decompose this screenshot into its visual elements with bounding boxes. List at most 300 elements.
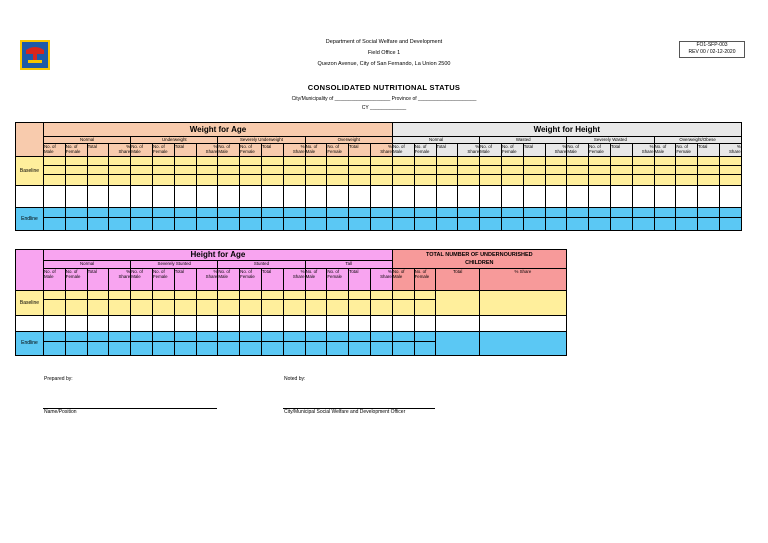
data-cell[interactable]	[305, 186, 327, 208]
data-cell[interactable]	[240, 342, 262, 356]
data-cell[interactable]	[174, 342, 196, 356]
data-cell[interactable]	[240, 208, 262, 218]
data-cell[interactable]	[283, 208, 305, 218]
data-cell[interactable]	[698, 208, 720, 218]
data-cell[interactable]	[109, 175, 131, 186]
data-cell[interactable]	[719, 166, 741, 175]
data-cell[interactable]	[44, 175, 66, 186]
data-cell[interactable]	[545, 218, 567, 231]
data-cell[interactable]	[349, 300, 371, 316]
column-header-bottom: Male	[44, 274, 54, 279]
data-cell[interactable]	[152, 218, 174, 231]
data-cell[interactable]	[305, 208, 327, 218]
data-cell[interactable]	[501, 218, 523, 231]
data-cell[interactable]	[719, 175, 741, 186]
data-cell[interactable]	[174, 186, 196, 208]
data-cell[interactable]	[545, 208, 567, 218]
data-cell[interactable]	[131, 175, 153, 186]
data-cell[interactable]	[152, 186, 174, 208]
noted-by-label: Noted by:	[284, 376, 306, 382]
data-cell[interactable]	[610, 218, 632, 231]
data-cell[interactable]	[370, 218, 392, 231]
data-cell[interactable]	[676, 175, 698, 186]
data-cell[interactable]	[283, 342, 305, 356]
data-cell[interactable]	[87, 342, 109, 356]
data-cell[interactable]	[152, 342, 174, 356]
data-cell[interactable]	[436, 208, 458, 218]
data-cell[interactable]	[523, 218, 545, 231]
data-cell[interactable]	[152, 332, 174, 342]
data-cell[interactable]	[632, 166, 654, 175]
data-cell[interactable]	[65, 291, 87, 300]
data-cell[interactable]	[414, 291, 436, 300]
data-cell[interactable]	[370, 175, 392, 186]
data-cell[interactable]	[305, 316, 327, 332]
data-cell[interactable]	[436, 157, 458, 166]
data-cell[interactable]	[87, 175, 109, 186]
data-cell[interactable]	[152, 300, 174, 316]
data-cell[interactable]	[283, 186, 305, 208]
data-cell[interactable]	[392, 208, 414, 218]
data-cell[interactable]	[654, 218, 676, 231]
data-cell[interactable]	[392, 342, 414, 356]
data-cell[interactable]	[283, 175, 305, 186]
data-cell[interactable]	[44, 342, 66, 356]
data-cell[interactable]	[283, 218, 305, 231]
data-cell[interactable]	[480, 208, 502, 218]
data-cell[interactable]	[480, 175, 502, 186]
data-cell[interactable]	[414, 218, 436, 231]
data-cell[interactable]	[174, 291, 196, 300]
data-cell[interactable]	[480, 316, 567, 332]
data-cell[interactable]	[196, 175, 218, 186]
data-cell[interactable]	[196, 300, 218, 316]
data-cell[interactable]	[392, 300, 414, 316]
data-cell[interactable]	[305, 300, 327, 316]
data-cell[interactable]	[87, 300, 109, 316]
data-cell[interactable]	[436, 291, 480, 316]
data-cell[interactable]	[174, 208, 196, 218]
data-cell[interactable]	[567, 218, 589, 231]
data-cell[interactable]	[436, 175, 458, 186]
data-cell[interactable]	[65, 218, 87, 231]
column-header	[240, 144, 262, 157]
data-cell[interactable]	[327, 291, 349, 300]
data-cell[interactable]	[370, 342, 392, 356]
data-cell[interactable]	[196, 218, 218, 231]
data-cell[interactable]	[109, 186, 131, 208]
data-cell[interactable]	[87, 186, 109, 208]
data-cell[interactable]	[523, 186, 545, 208]
data-cell[interactable]	[131, 208, 153, 218]
data-cell[interactable]	[436, 332, 480, 356]
data-cell[interactable]	[65, 316, 87, 332]
data-cell[interactable]	[523, 208, 545, 218]
data-cell[interactable]	[196, 342, 218, 356]
data-cell[interactable]	[174, 300, 196, 316]
data-cell[interactable]	[131, 291, 153, 300]
data-cell[interactable]	[589, 186, 611, 208]
data-cell[interactable]	[44, 218, 66, 231]
data-cell[interactable]	[370, 157, 392, 166]
data-cell[interactable]	[174, 175, 196, 186]
data-cell[interactable]	[392, 157, 414, 166]
data-cell[interactable]	[87, 218, 109, 231]
data-cell[interactable]	[305, 175, 327, 186]
data-cell[interactable]	[370, 166, 392, 175]
data-cell[interactable]	[240, 300, 262, 316]
data-cell[interactable]	[370, 186, 392, 208]
data-cell[interactable]	[370, 208, 392, 218]
data-cell[interactable]	[436, 166, 458, 175]
data-cell[interactable]	[174, 157, 196, 166]
data-cell[interactable]	[436, 316, 480, 332]
data-cell[interactable]	[349, 208, 371, 218]
data-cell[interactable]	[196, 157, 218, 166]
data-cell[interactable]	[676, 157, 698, 166]
data-cell[interactable]	[719, 218, 741, 231]
data-cell[interactable]	[654, 157, 676, 166]
data-cell[interactable]	[109, 342, 131, 356]
data-cell[interactable]	[545, 166, 567, 175]
data-cell[interactable]	[131, 316, 153, 332]
data-cell[interactable]	[567, 186, 589, 208]
data-cell[interactable]	[523, 175, 545, 186]
data-cell[interactable]	[698, 218, 720, 231]
data-cell[interactable]	[392, 175, 414, 186]
data-cell[interactable]	[370, 316, 392, 332]
data-cell[interactable]	[349, 166, 371, 175]
data-cell[interactable]	[152, 157, 174, 166]
data-cell[interactable]	[719, 186, 741, 208]
data-cell[interactable]	[218, 316, 240, 332]
data-cell[interactable]	[392, 218, 414, 231]
data-cell[interactable]	[349, 157, 371, 166]
data-cell[interactable]	[283, 300, 305, 316]
data-cell[interactable]	[305, 166, 327, 175]
data-cell[interactable]	[218, 186, 240, 208]
data-cell[interactable]	[414, 316, 436, 332]
data-cell[interactable]	[240, 316, 262, 332]
data-cell[interactable]	[392, 291, 414, 300]
data-cell[interactable]	[44, 186, 66, 208]
data-cell[interactable]	[414, 208, 436, 218]
data-cell[interactable]	[349, 175, 371, 186]
data-cell[interactable]	[501, 208, 523, 218]
data-cell[interactable]	[610, 166, 632, 175]
data-cell[interactable]	[458, 208, 480, 218]
data-cell[interactable]	[65, 157, 87, 166]
column-header-top: No. of	[501, 144, 514, 149]
data-cell[interactable]	[545, 175, 567, 186]
data-cell[interactable]	[261, 342, 283, 356]
data-cell[interactable]	[240, 218, 262, 231]
column-header	[65, 144, 87, 157]
data-cell[interactable]	[218, 291, 240, 300]
data-cell[interactable]	[65, 300, 87, 316]
data-cell[interactable]	[523, 157, 545, 166]
data-cell[interactable]	[719, 208, 741, 218]
data-cell[interactable]	[349, 332, 371, 342]
data-cell[interactable]	[44, 157, 66, 166]
data-cell[interactable]	[654, 208, 676, 218]
column-header-bottom: Female	[327, 149, 342, 154]
data-cell[interactable]	[480, 157, 502, 166]
data-cell[interactable]	[131, 332, 153, 342]
data-cell[interactable]	[698, 175, 720, 186]
data-cell[interactable]	[589, 218, 611, 231]
data-cell[interactable]	[65, 166, 87, 175]
data-cell[interactable]	[698, 166, 720, 175]
data-cell[interactable]	[327, 175, 349, 186]
data-cell[interactable]	[458, 218, 480, 231]
data-cell[interactable]	[523, 166, 545, 175]
data-cell[interactable]	[610, 175, 632, 186]
data-cell[interactable]	[174, 166, 196, 175]
data-cell[interactable]	[261, 300, 283, 316]
data-cell[interactable]	[392, 332, 414, 342]
data-cell[interactable]	[414, 157, 436, 166]
data-cell[interactable]	[501, 175, 523, 186]
data-cell[interactable]	[305, 291, 327, 300]
data-cell[interactable]	[283, 157, 305, 166]
data-cell[interactable]	[218, 166, 240, 175]
data-cell[interactable]	[480, 218, 502, 231]
data-cell[interactable]	[327, 332, 349, 342]
data-cell[interactable]	[152, 166, 174, 175]
data-cell[interactable]	[131, 186, 153, 208]
data-cell[interactable]	[65, 208, 87, 218]
data-cell[interactable]	[370, 300, 392, 316]
data-cell[interactable]	[305, 332, 327, 342]
column-header-bottom: Male	[654, 149, 665, 154]
data-cell[interactable]	[480, 186, 502, 208]
data-cell[interactable]	[283, 166, 305, 175]
data-cell[interactable]	[501, 186, 523, 208]
data-cell[interactable]	[676, 166, 698, 175]
data-cell[interactable]	[676, 208, 698, 218]
data-cell[interactable]	[87, 157, 109, 166]
data-cell[interactable]	[436, 186, 458, 208]
data-cell[interactable]	[392, 316, 414, 332]
data-cell[interactable]	[109, 332, 131, 342]
data-cell[interactable]	[261, 157, 283, 166]
data-cell[interactable]	[676, 186, 698, 208]
data-cell[interactable]	[414, 300, 436, 316]
data-cell[interactable]	[610, 208, 632, 218]
data-cell[interactable]	[414, 342, 436, 356]
data-cell[interactable]	[196, 186, 218, 208]
data-cell[interactable]	[327, 342, 349, 356]
data-cell[interactable]	[152, 291, 174, 300]
data-cell[interactable]	[392, 186, 414, 208]
data-cell[interactable]	[567, 166, 589, 175]
data-cell[interactable]	[87, 208, 109, 218]
data-cell[interactable]	[218, 208, 240, 218]
data-cell[interactable]	[545, 157, 567, 166]
data-cell[interactable]	[349, 342, 371, 356]
data-cell[interactable]	[261, 316, 283, 332]
data-cell[interactable]	[65, 175, 87, 186]
data-cell[interactable]	[654, 186, 676, 208]
data-cell[interactable]	[87, 332, 109, 342]
data-cell[interactable]	[240, 186, 262, 208]
data-cell[interactable]	[44, 208, 66, 218]
data-cell[interactable]	[261, 186, 283, 208]
data-cell[interactable]	[458, 175, 480, 186]
data-cell[interactable]	[261, 166, 283, 175]
data-cell[interactable]	[261, 175, 283, 186]
data-cell[interactable]	[283, 316, 305, 332]
data-cell[interactable]	[131, 157, 153, 166]
data-cell[interactable]	[44, 332, 66, 342]
data-cell[interactable]	[196, 316, 218, 332]
data-cell[interactable]	[632, 208, 654, 218]
department-name: Department of Social Welfare and Development	[325, 39, 443, 45]
data-cell[interactable]	[327, 186, 349, 208]
data-cell[interactable]	[196, 208, 218, 218]
data-cell[interactable]	[654, 166, 676, 175]
data-cell[interactable]	[327, 300, 349, 316]
data-cell[interactable]	[327, 208, 349, 218]
data-cell[interactable]	[327, 316, 349, 332]
data-cell[interactable]	[261, 332, 283, 342]
data-cell[interactable]	[327, 166, 349, 175]
data-cell[interactable]	[196, 291, 218, 300]
data-cell[interactable]	[218, 300, 240, 316]
data-cell[interactable]	[240, 291, 262, 300]
column-header-bottom: Share	[641, 149, 654, 154]
data-cell[interactable]	[283, 291, 305, 300]
data-cell[interactable]	[44, 291, 66, 300]
data-cell[interactable]	[305, 157, 327, 166]
data-cell[interactable]	[196, 166, 218, 175]
data-cell[interactable]	[240, 332, 262, 342]
data-cell[interactable]	[44, 300, 66, 316]
data-cell[interactable]	[589, 208, 611, 218]
data-cell[interactable]	[218, 157, 240, 166]
data-cell[interactable]	[480, 332, 567, 356]
data-cell[interactable]	[392, 166, 414, 175]
data-cell[interactable]	[44, 166, 66, 175]
data-cell[interactable]	[109, 166, 131, 175]
data-cell[interactable]	[349, 218, 371, 231]
data-cell[interactable]	[240, 157, 262, 166]
data-cell[interactable]	[589, 157, 611, 166]
data-cell[interactable]	[174, 332, 196, 342]
data-cell[interactable]	[436, 218, 458, 231]
data-cell[interactable]	[414, 332, 436, 342]
data-cell[interactable]	[152, 316, 174, 332]
data-cell[interactable]	[65, 332, 87, 342]
data-cell[interactable]	[589, 175, 611, 186]
data-cell[interactable]	[370, 291, 392, 300]
data-cell[interactable]	[480, 166, 502, 175]
data-cell[interactable]	[567, 208, 589, 218]
data-cell[interactable]	[218, 175, 240, 186]
data-cell[interactable]	[87, 316, 109, 332]
data-cell[interactable]	[632, 218, 654, 231]
column-header-top: No. of	[240, 269, 252, 274]
data-cell[interactable]	[305, 342, 327, 356]
data-cell[interactable]	[349, 186, 371, 208]
data-cell[interactable]	[480, 291, 567, 316]
data-cell[interactable]	[218, 218, 240, 231]
data-cell[interactable]	[610, 186, 632, 208]
column-header-top: No. of	[218, 144, 231, 149]
data-cell[interactable]	[698, 186, 720, 208]
data-cell[interactable]	[567, 157, 589, 166]
data-cell[interactable]	[676, 218, 698, 231]
data-cell[interactable]	[174, 316, 196, 332]
data-cell[interactable]	[349, 316, 371, 332]
data-cell[interactable]	[240, 166, 262, 175]
data-cell[interactable]	[152, 208, 174, 218]
data-cell[interactable]	[152, 175, 174, 186]
data-cell[interactable]	[719, 157, 741, 166]
data-cell[interactable]	[458, 186, 480, 208]
data-cell[interactable]	[414, 166, 436, 175]
data-cell[interactable]	[632, 175, 654, 186]
data-cell[interactable]	[283, 332, 305, 342]
data-cell[interactable]	[109, 316, 131, 332]
data-cell[interactable]	[589, 166, 611, 175]
data-cell[interactable]	[131, 300, 153, 316]
data-cell[interactable]	[370, 332, 392, 342]
data-cell[interactable]	[698, 157, 720, 166]
data-cell[interactable]	[545, 186, 567, 208]
data-cell[interactable]	[44, 316, 66, 332]
data-cell[interactable]	[65, 342, 87, 356]
data-cell[interactable]	[327, 157, 349, 166]
data-cell[interactable]	[218, 332, 240, 342]
data-cell[interactable]	[109, 208, 131, 218]
data-cell[interactable]	[501, 166, 523, 175]
data-cell[interactable]	[414, 175, 436, 186]
data-cell[interactable]	[458, 166, 480, 175]
data-cell[interactable]	[305, 218, 327, 231]
data-cell[interactable]	[109, 157, 131, 166]
data-cell[interactable]	[501, 157, 523, 166]
data-cell[interactable]	[218, 342, 240, 356]
data-cell[interactable]	[349, 291, 371, 300]
data-cell[interactable]	[632, 186, 654, 208]
column-header-bottom: Male	[567, 149, 577, 154]
data-cell[interactable]	[261, 291, 283, 300]
data-cell[interactable]	[414, 186, 436, 208]
data-cell[interactable]	[610, 157, 632, 166]
data-cell[interactable]	[87, 166, 109, 175]
data-cell[interactable]	[261, 218, 283, 231]
data-cell[interactable]	[65, 186, 87, 208]
data-cell[interactable]	[458, 157, 480, 166]
data-cell[interactable]	[196, 332, 218, 342]
data-cell[interactable]	[87, 291, 109, 300]
data-cell[interactable]	[131, 342, 153, 356]
data-cell[interactable]	[327, 218, 349, 231]
data-cell[interactable]	[654, 175, 676, 186]
data-cell[interactable]	[567, 175, 589, 186]
data-cell[interactable]	[174, 218, 196, 231]
data-cell[interactable]	[131, 166, 153, 175]
data-cell[interactable]	[261, 208, 283, 218]
data-cell[interactable]	[240, 175, 262, 186]
data-cell[interactable]	[109, 218, 131, 231]
data-cell[interactable]	[109, 300, 131, 316]
data-cell[interactable]	[131, 218, 153, 231]
data-cell[interactable]	[109, 291, 131, 300]
data-cell[interactable]	[632, 157, 654, 166]
